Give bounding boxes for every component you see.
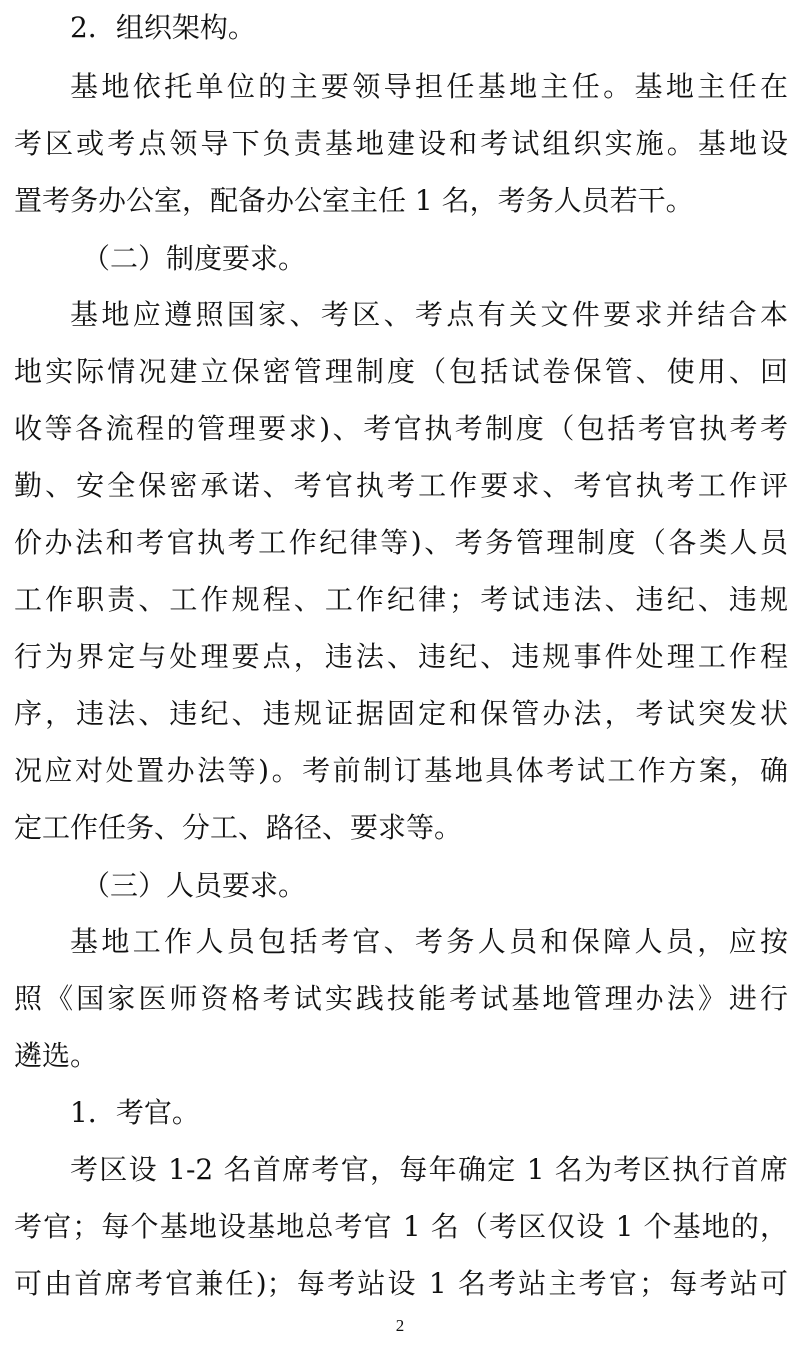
text-line: 定工作任务、分工、路径、要求等。 (14, 811, 463, 844)
text-line: 考官；每个基地设基地总考官 1 名（考区仅设 1 个基地的， (14, 1210, 788, 1243)
text-line: 序，违法、违纪、违规证据固定和保管办法，考试突发状 (14, 697, 788, 730)
text-line: 可由首席考官兼任)；每考站设 1 名考站主考官；每考站可 (14, 1267, 788, 1300)
text-line: 考区或考点领导下负责基地建设和考试组织实施。基地设 (14, 127, 788, 160)
text-line: 勤、安全保密承诺、考官执考工作要求、考官执考工作评 (14, 469, 788, 502)
subsection-heading: 1．考官。 (70, 1096, 200, 1129)
text-line: 况应对处置办法等)。考前制订基地具体考试工作方案，确 (14, 754, 788, 787)
text-line: 置考务办公室，配备办公室主任 1 名，考务人员若干。 (14, 184, 694, 217)
text-line: 基地工作人员包括考官、考务人员和保障人员，应按 (70, 925, 788, 958)
text-line: 2．组织架构。 (70, 11, 256, 44)
text-line: 工作职责、工作规程、工作纪律；考试违法、违纪、违规 (14, 583, 788, 616)
document-page (14, 0, 788, 1346)
text-line: 考区设 1-2 名首席考官，每年确定 1 名为考区执行首席 (70, 1153, 788, 1186)
text-line: 收等各流程的管理要求)、考官执考制度（包括考官执考考 (14, 412, 788, 445)
text-line: 遴选。 (14, 1039, 99, 1072)
text-line: 照《国家医师资格考试实践技能考试基地管理办法》进行 (14, 982, 788, 1015)
section-heading: （二）制度要求。 (82, 242, 307, 275)
text-line: 价办法和考官执考工作纪律等)、考务管理制度（各类人员 (14, 526, 788, 559)
text-line: 地实际情况建立保密管理制度（包括试卷保管、使用、回 (14, 355, 788, 388)
page-number: 2 (395, 1316, 405, 1335)
text-line: 行为界定与处理要点，违法、违纪、违规事件处理工作程 (14, 640, 788, 673)
section-heading: （三）人员要求。 (82, 869, 307, 902)
text-line: 基地应遵照国家、考区、考点有关文件要求并结合本 (70, 298, 788, 331)
text-line: 基地依托单位的主要领导担任基地主任。基地主任在 (70, 70, 788, 103)
